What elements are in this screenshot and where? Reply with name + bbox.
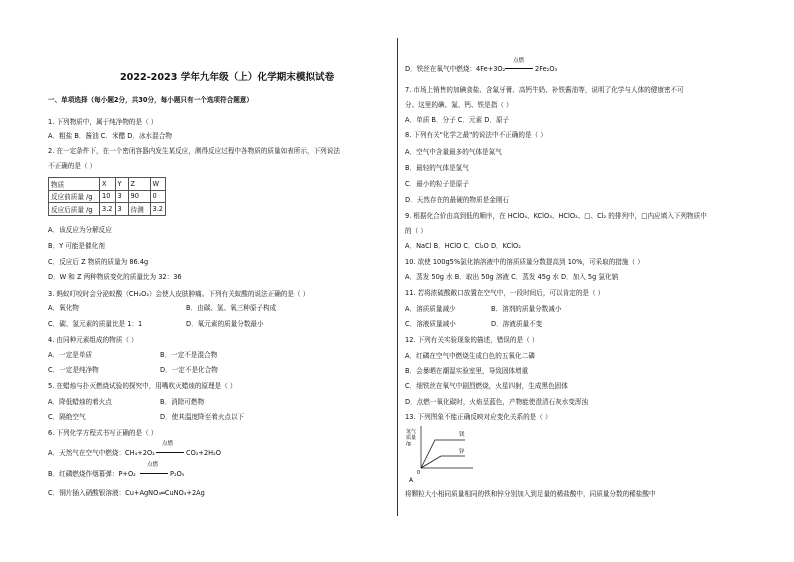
graph-ylabel-3: /g [406, 441, 411, 447]
question-6-option-d-products: 2Fe₂O₃ [535, 65, 558, 73]
question-12-option-c: C．细铁丝在氧气中剧烈燃烧，火星四射，生成黑色固体 [405, 382, 568, 390]
question-6: 6. 下列化学方程式书写正确的是（ ） [48, 429, 158, 437]
question-1: 1. 下列物质中，属于纯净物的是（ ） [48, 118, 158, 126]
table-cell: X [100, 178, 116, 191]
question-3: 3. 蚂蚁叮咬时会分泌蚁酸（CH₂O₂）会使人皮肤肿痛。下列有关蚁酸的说法正确的是（ ） [48, 290, 310, 298]
question-11-option-c: C．溶液质量减小 [405, 320, 456, 328]
question-9-line-1: 9. 根据化合价由高到低的顺序，在 HClO₄、KClO₃、HClO₂、□、Cl₂ 的排列中，□内应填入下列物质中 [405, 212, 707, 220]
question-8-option-a: A．空气中含量最多的气体是氮气 [405, 148, 502, 156]
question-13-graph [405, 422, 475, 484]
table-cell: 3.2 [150, 203, 166, 216]
question-2-line-2: 不正确的是（ ） [48, 162, 97, 170]
table-cell: Y [115, 178, 128, 191]
table-cell: Z [128, 178, 150, 191]
question-8-option-d: D．天然存在的最硬的物质是金刚石 [405, 196, 509, 204]
question-11-option-b: B．溶剂的质量分数减小 [491, 305, 562, 313]
question-3-option-d: D．氧元素的质量分数最小 [186, 320, 264, 328]
reaction-arrow-line [156, 452, 184, 453]
table-row [49, 178, 166, 191]
question-3-option-b: B．由碳、氢、氧三种原子构成 [186, 304, 277, 312]
table-cell: 3 [115, 190, 128, 203]
question-2-line-1: 2. 在一定条件下，在一个密闭容器内发生某反应，测得反应过程中各物质的质量如表所示，下列说法 [48, 147, 340, 155]
left-column [0, 0, 396, 562]
question-2-option-a: A．该反应为分解反应 [48, 226, 112, 234]
question-12-option-a: A．红磷在空气中燃烧生成白色的五氧化二磷 [405, 352, 535, 360]
section-heading: 一、单项选择（每小题2分，共30分，每小题只有一个选项符合题意） [48, 96, 253, 104]
question-5-option-b: B．消除可燃物 [160, 398, 205, 406]
question-2-option-b: B．Y 可能是催化剂 [48, 242, 105, 250]
table-cell: 90 [128, 190, 150, 203]
question-6-option-a-products: CO₂+2H₂O [186, 449, 221, 457]
question-5: 5. 在蜡烛与扑灭燃烧试验的探究中，用嘴吹灭蜡烛的原理是（ ） [48, 382, 237, 390]
question-4-option-c: C．一定是纯净物 [48, 366, 99, 374]
question-8-option-b: B．最轻的气体是氢气 [405, 164, 469, 172]
table-cell: 物质 [49, 178, 100, 191]
graph-origin: 0 [417, 470, 421, 476]
graph-line-zn [421, 456, 465, 468]
question-4-option-a: A．一定是单质 [48, 351, 93, 359]
question-3-option-a: A．氧化物 [48, 304, 79, 312]
question-12: 12. 下列有关实验现象的描述，错误的是（ ） [405, 336, 539, 344]
graph-label-mg: 镁 [459, 432, 465, 438]
question-6-option-c: C．铜片插入硝酸银溶液：Cu+AgNO₃═CuNO₃+2Ag [48, 489, 205, 497]
question-7-line-1: 7. 市场上销售的加碘食盐、含氟牙膏、高钙牛奶、补铁酱油等，说明了化学与人体的健康密不可 [405, 86, 684, 94]
question-4-option-d: D．一定不是化合物 [160, 366, 218, 374]
reaction-condition-label: 点燃 [162, 441, 174, 447]
question-12-option-b: B．会暴晒在潮湿实验室里，导致固体增重 [405, 367, 529, 375]
question-10: 10. 欲使 100g5%氯化钠溶液中的溶质质量分数提高到 10%，可采取的措施（ ） [405, 258, 644, 266]
data-table [48, 177, 166, 216]
question-7-options: A．单质 B．分子 C．元素 D．原子 [405, 116, 510, 124]
question-4-option-b: B．一定不是混合物 [160, 351, 218, 359]
question-7-line-2: 分。这里的碘、氟、钙、铁是指（ ） [405, 101, 513, 109]
reaction-condition-label: 点燃 [513, 58, 525, 64]
question-13-option-a: 将颗粒大小相同质量相同的铁和锌分别加入到足量的稀盐酸中，同质量分数的稀盐酸中 [405, 490, 656, 498]
reaction-arrow-line [140, 473, 168, 474]
question-6-option-b-reactants: B．红磷燃烧作烟幕弹：P+O₂ [48, 470, 136, 478]
reaction-condition-label: 点燃 [147, 462, 159, 468]
table-cell: 3.2 [100, 203, 116, 216]
question-11-option-d: D．溶液质量不变 [491, 320, 543, 328]
question-9-options: A．NaCl B．HClO C．Cl₂O D．KClO₂ [405, 242, 521, 250]
question-9-line-2: 的（ ） [405, 227, 427, 235]
table-cell: 待测 [128, 203, 150, 216]
question-6-option-d-reactants: D．铁丝在氧气中燃烧：4Fe+3O₂ [405, 65, 506, 73]
question-4: 4. 由同种元素组成的物质（ ） [48, 336, 138, 344]
question-1-options: A．粗盐 B．酱油 C．米醋 D．冰水混合物 [48, 132, 172, 140]
table-cell: 3 [115, 203, 128, 216]
table-row [49, 190, 166, 203]
question-8: 8. 下列有关"化学之最"的说法中不正确的是（ ） [405, 131, 547, 139]
question-11-option-a: A．溶质质量减少 [405, 305, 456, 313]
reaction-arrow-line [505, 68, 533, 69]
question-11: 11. 若将浓硫酸敞口放置在空气中，一段时间后，可以肯定的是（ ） [405, 289, 605, 297]
question-2-option-d: D．W 和 Z 两种物质变化的质量比为 32：36 [48, 273, 182, 281]
table-cell: W [150, 178, 166, 191]
question-5-option-c: C．隔绝空气 [48, 413, 86, 421]
table-cell: 0 [150, 190, 166, 203]
question-2-option-c: C．反应后 Z 物质的质量为 86.4g [48, 258, 149, 266]
question-12-option-d: D．点燃一氧化碳时，火焰呈蓝色，产物能使澄清石灰水变浑浊 [405, 398, 589, 406]
table-cell: 反应前质量 /g [49, 190, 100, 203]
graph-label-zn: 锌 [459, 449, 465, 455]
question-5-option-d: D．使其温度降至着火点以下 [160, 413, 245, 421]
question-6-option-b-products: P₂O₅ [170, 470, 185, 478]
graph-ylabel-2: 质量 [406, 435, 417, 441]
table-row [49, 203, 166, 216]
question-8-option-c: C．最小的粒子是原子 [405, 180, 469, 188]
page-title: 2022-2023 学年九年级（上）化学期末模拟试卷 [120, 72, 335, 83]
question-10-options: A．蒸发 50g 水 B．取出 50g 溶液 C．蒸发 45g 水 D．加入 5g 氯化钠 [405, 273, 619, 281]
question-6-option-a-reactants: A．天然气在空气中燃烧：CH₄+2O₂ [48, 449, 155, 457]
table-cell: 10 [100, 190, 116, 203]
question-13: 13. 下列图象不能正确反映对应变化关系的是（ ） [405, 413, 552, 421]
graph-option-label: A [409, 477, 414, 484]
question-3-option-c: C．碳、氢元素的质量比是 1：1 [48, 320, 143, 328]
table-cell: 反应后质量 /g [49, 203, 100, 216]
question-5-option-a: A．降低蜡烛的着火点 [48, 398, 112, 406]
graph-ylabel-1: 氢气 [406, 429, 417, 435]
